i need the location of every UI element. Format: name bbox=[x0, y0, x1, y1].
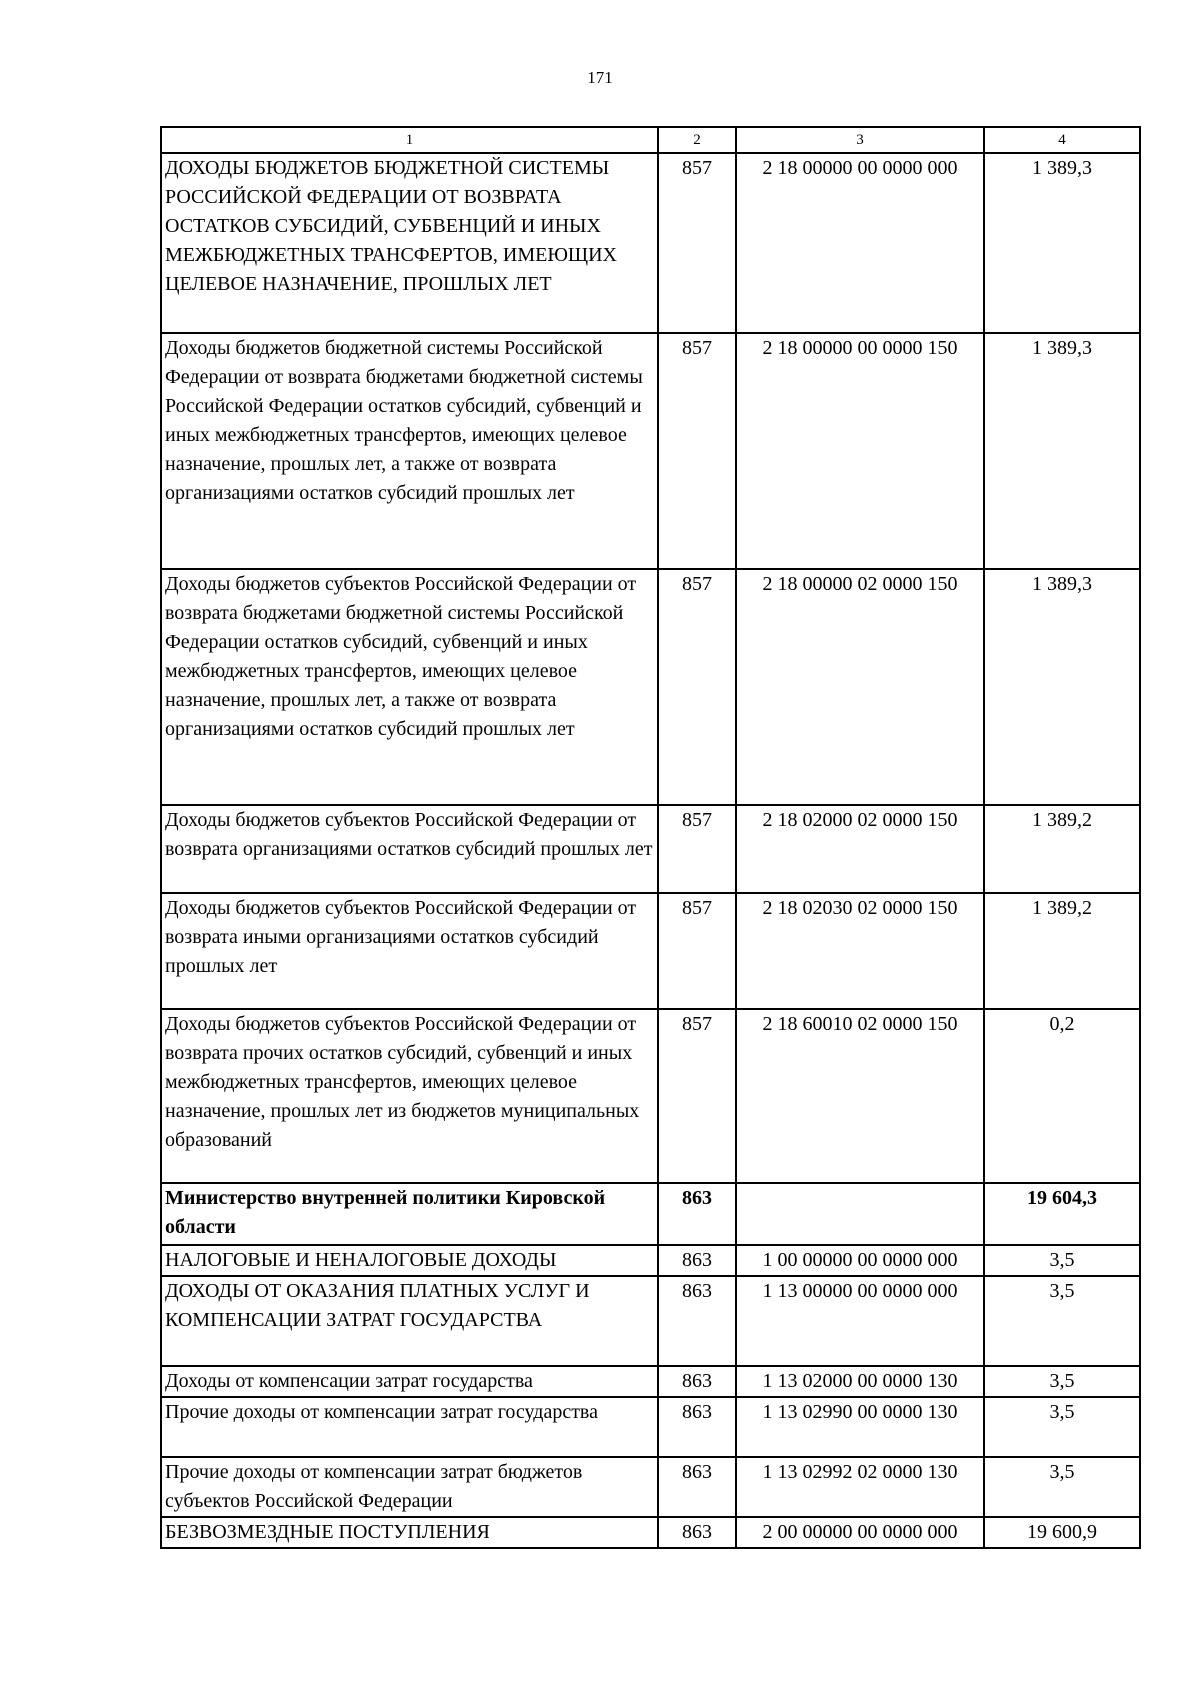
row-name: Прочие доходы от компенсации затрат государства bbox=[161, 1397, 658, 1457]
row-admin-code: 863 bbox=[658, 1517, 736, 1548]
row-sum: 19 604,3 bbox=[984, 1183, 1140, 1245]
row-sum: 1 389,2 bbox=[984, 805, 1140, 893]
row-admin-code: 857 bbox=[658, 805, 736, 893]
row-admin-code: 863 bbox=[658, 1366, 736, 1397]
table-row bbox=[161, 1457, 1140, 1517]
row-name: ДОХОДЫ БЮДЖЕТОВ БЮДЖЕТНОЙ СИСТЕМЫ РОССИЙСКОЙ ФЕДЕРАЦИИ ОТ ВОЗВРАТА ОСТАТКОВ СУБСИДИЙ, СУБВЕНЦИЙ И ИНЫХ МЕЖБЮДЖЕТНЫХ ТРАНСФЕРТОВ, ИМЕЮЩИХ ЦЕЛЕВОЕ НАЗНАЧЕНИЕ, ПРОШЛЫХ ЛЕТ bbox=[161, 153, 658, 333]
row-budget-code: 2 18 00000 00 0000 000 bbox=[736, 153, 984, 333]
row-budget-code bbox=[736, 1183, 984, 1245]
table-row bbox=[161, 1397, 1140, 1457]
row-budget-code: 1 00 00000 00 0000 000 bbox=[736, 1245, 984, 1276]
row-sum: 1 389,3 bbox=[984, 333, 1140, 569]
table-row bbox=[161, 1183, 1140, 1245]
row-name: БЕЗВОЗМЕЗДНЫЕ ПОСТУПЛЕНИЯ bbox=[161, 1517, 658, 1548]
row-sum: 1 389,3 bbox=[984, 569, 1140, 805]
table-header-row bbox=[161, 127, 1140, 153]
row-budget-code: 1 13 02990 00 0000 130 bbox=[736, 1397, 984, 1457]
table-row bbox=[161, 1366, 1140, 1397]
page-number: 171 bbox=[587, 68, 613, 87]
row-sum: 0,2 bbox=[984, 1009, 1140, 1183]
row-budget-code: 2 18 60010 02 0000 150 bbox=[736, 1009, 984, 1183]
row-admin-code: 857 bbox=[658, 893, 736, 1009]
row-budget-code: 2 18 00000 00 0000 150 bbox=[736, 333, 984, 569]
row-name: Доходы бюджетов субъектов Российской Федерации от возврата прочих остатков субсидий, субвенций и иных межбюджетных трансфертов, имеющих целевое назначение, прошлых лет из бюджетов муниципальных образований bbox=[161, 1009, 658, 1183]
row-admin-code: 863 bbox=[658, 1397, 736, 1457]
row-sum: 3,5 bbox=[984, 1457, 1140, 1517]
row-budget-code: 1 13 00000 00 0000 000 bbox=[736, 1276, 984, 1366]
row-name: НАЛОГОВЫЕ И НЕНАЛОГОВЫЕ ДОХОДЫ bbox=[161, 1245, 658, 1276]
row-name: Доходы бюджетов бюджетной системы Российской Федерации от возврата бюджетами бюджетной системы Российской Федерации остатков субсидий, субвенций и иных межбюджетных трансфертов, имеющих целевое назначение, прошлых лет, а также от возврата организациями остатков субсидий прошлых лет bbox=[161, 333, 658, 569]
row-sum: 3,5 bbox=[984, 1397, 1140, 1457]
row-admin-code: 857 bbox=[658, 1009, 736, 1183]
table-row bbox=[161, 1517, 1140, 1548]
table-row bbox=[161, 333, 1140, 569]
row-admin-code: 857 bbox=[658, 569, 736, 805]
row-sum: 1 389,2 bbox=[984, 893, 1140, 1009]
table-row bbox=[161, 1009, 1140, 1183]
row-sum: 1 389,3 bbox=[984, 153, 1140, 333]
table-row bbox=[161, 893, 1140, 1009]
row-name: Доходы от компенсации затрат государства bbox=[161, 1366, 658, 1397]
row-budget-code: 2 18 02000 02 0000 150 bbox=[736, 805, 984, 893]
row-name: Доходы бюджетов субъектов Российской Федерации от возврата организациями остатков субсидий прошлых лет bbox=[161, 805, 658, 893]
column-header-3: 3 bbox=[736, 127, 984, 153]
row-name: ДОХОДЫ ОТ ОКАЗАНИЯ ПЛАТНЫХ УСЛУГ И КОМПЕНСАЦИИ ЗАТРАТ ГОСУДАРСТВА bbox=[161, 1276, 658, 1366]
table-row bbox=[161, 1245, 1140, 1276]
row-name: Доходы бюджетов субъектов Российской Федерации от возврата иными организациями остатков субсидий прошлых лет bbox=[161, 893, 658, 1009]
row-admin-code: 863 bbox=[658, 1183, 736, 1245]
row-budget-code: 2 18 00000 02 0000 150 bbox=[736, 569, 984, 805]
row-admin-code: 863 bbox=[658, 1245, 736, 1276]
row-name: Прочие доходы от компенсации затрат бюджетов субъектов Российской Федерации bbox=[161, 1457, 658, 1517]
revenue-table bbox=[160, 126, 1141, 1549]
row-sum: 19 600,9 bbox=[984, 1517, 1140, 1548]
table-row bbox=[161, 1276, 1140, 1366]
column-header-1: 1 bbox=[161, 127, 658, 153]
row-budget-code: 2 00 00000 00 0000 000 bbox=[736, 1517, 984, 1548]
row-sum: 3,5 bbox=[984, 1276, 1140, 1366]
row-sum: 3,5 bbox=[984, 1366, 1140, 1397]
table-row bbox=[161, 805, 1140, 893]
row-admin-code: 863 bbox=[658, 1457, 736, 1517]
row-admin-code: 857 bbox=[658, 333, 736, 569]
row-sum: 3,5 bbox=[984, 1245, 1140, 1276]
table-row bbox=[161, 569, 1140, 805]
row-budget-code: 2 18 02030 02 0000 150 bbox=[736, 893, 984, 1009]
row-budget-code: 1 13 02992 02 0000 130 bbox=[736, 1457, 984, 1517]
row-name: Доходы бюджетов субъектов Российской Федерации от возврата бюджетами бюджетной системы Российской Федерации остатков субсидий, субвенций и иных межбюджетных трансфертов, имеющих целевое назначение, прошлых лет, а также от возврата организациями остатков субсидий прошлых лет bbox=[161, 569, 658, 805]
row-admin-code: 857 bbox=[658, 153, 736, 333]
column-header-4: 4 bbox=[984, 127, 1140, 153]
row-budget-code: 1 13 02000 00 0000 130 bbox=[736, 1366, 984, 1397]
table-row bbox=[161, 153, 1140, 333]
row-name: Министерство внутренней политики Кировской области bbox=[161, 1183, 658, 1245]
row-admin-code: 863 bbox=[658, 1276, 736, 1366]
column-header-2: 2 bbox=[658, 127, 736, 153]
